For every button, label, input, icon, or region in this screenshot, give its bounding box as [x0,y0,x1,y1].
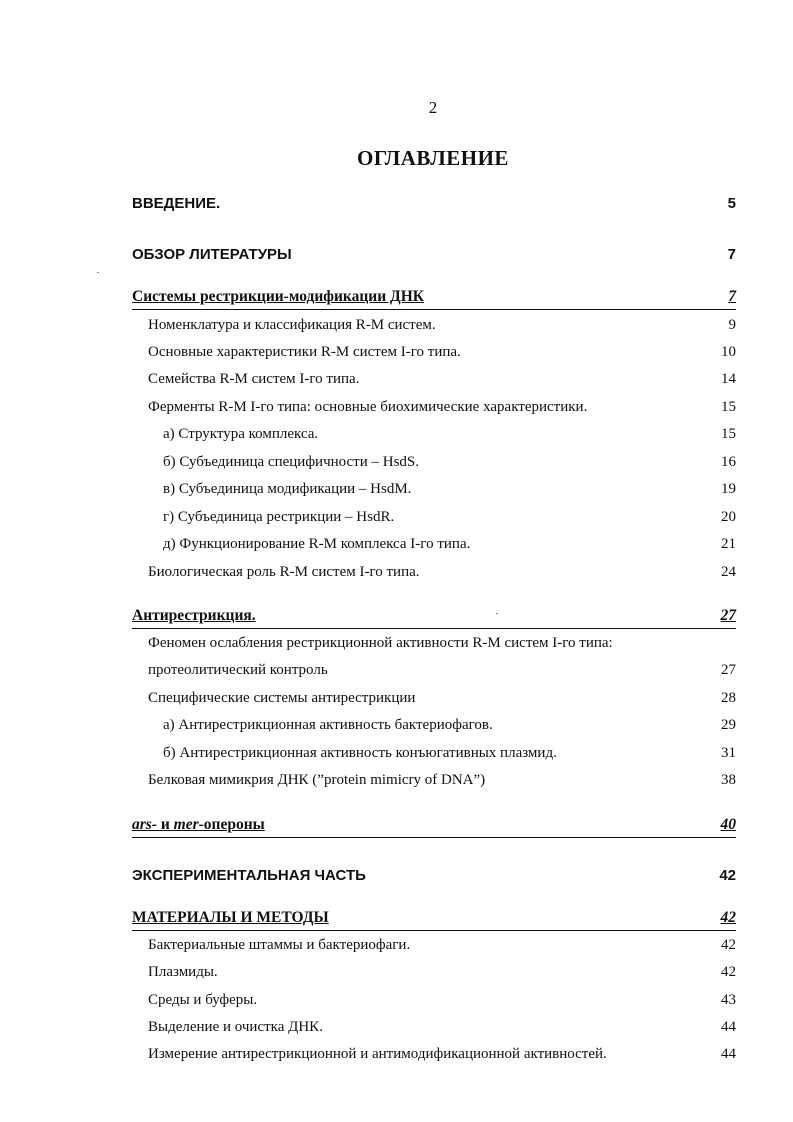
scan-speck [496,613,498,614]
toc-label: Системы рестрикции-модификации ДНК [132,288,424,305]
toc-item[interactable] [0,344,793,370]
toc-label: б) Антирестрикционная активность конъюгативных плазмид. [163,745,557,761]
toc-page: 5 [727,195,736,212]
toc-page: 19 [721,481,736,497]
toc-label: ЭКСПЕРИМЕНТАЛЬНАЯ ЧАСТЬ [132,867,366,884]
toc-label: Специфические системы антирестрикции [148,690,416,706]
toc-item[interactable] [0,964,793,990]
toc-item[interactable] [0,481,793,507]
section-underline [132,837,736,838]
toc-item[interactable] [0,1019,793,1045]
toc-chapter-experimental[interactable] [0,867,793,893]
toc-page: 40 [720,816,736,833]
toc-label: МАТЕРИАЛЫ И МЕТОДЫ [132,909,329,926]
toc-page: 27 [720,607,736,624]
toc-page: 10 [721,344,736,360]
toc-item[interactable] [0,992,793,1018]
toc-section-antirestriction[interactable] [0,607,793,633]
toc-item[interactable] [0,317,793,343]
toc-label: Антирестрикция. [132,607,256,624]
toc-page: 24 [721,564,736,580]
toc-label-ars: ars- [132,816,157,833]
toc-label: Номенклатура и классификация R-M систем. [148,317,436,333]
toc-chapter-literature-review[interactable] [0,246,793,272]
toc-label [132,816,265,834]
toc-section-rm-systems[interactable] [0,288,793,314]
toc-page: 44 [721,1046,736,1062]
toc-page: 44 [721,1019,736,1035]
scan-speck [97,272,99,273]
toc-page: 21 [721,536,736,552]
section-underline [132,628,736,629]
toc-item[interactable] [0,399,793,425]
toc-item[interactable] [0,772,793,798]
toc-page: 7 [727,246,736,263]
toc-label: ВВЕДЕНИЕ. [132,195,221,212]
toc-page: 42 [721,937,736,953]
toc-item[interactable] [0,690,793,716]
toc-label: Измерение антирестрикционной и антимодификационной активностей. [148,1046,607,1062]
toc-section-materials-methods[interactable] [0,909,793,935]
toc-label: а) Структура комплекса. [163,426,319,442]
toc-page: 20 [721,509,736,525]
toc-page: 31 [721,745,736,761]
toc-item[interactable] [0,509,793,535]
toc-page: 16 [721,454,736,470]
toc-item[interactable] [0,635,793,661]
section-underline [132,309,736,310]
toc-label: Плазмиды. [148,964,218,980]
page-title: ОГЛАВЛЕНИЕ [357,146,509,170]
toc-label: протеолитический контроль [148,662,328,678]
toc-label: Ферменты R-M I-го типа: основные биохимические характеристики. [148,399,588,415]
toc-item[interactable] [0,662,793,688]
toc-label: г) Субъединица рестрикции – HsdR. [163,509,395,525]
toc-label: Биологическая роль R-M систем I-го типа. [148,564,420,580]
toc-label: Белковая мимикрия ДНК (”protein mimicry of DNA”) [148,772,486,788]
toc-page: 38 [721,772,736,788]
toc-label: Феномен ослабления рестрикционной активности R-M систем I-го типа: [148,635,613,651]
toc-page: 43 [721,992,736,1008]
toc-item[interactable] [0,1046,793,1072]
toc-label: в) Субъединица модификации – HsdM. [163,481,412,497]
toc-label: д) Функционирование R-M комплекса I-го типа. [163,536,471,552]
toc-label-and: и [156,816,174,833]
toc-label-mer: mer [173,816,199,833]
toc-page: 15 [721,426,736,442]
toc-label: а) Антирестрикционная активность бактериофагов. [163,717,493,733]
toc-item[interactable] [0,564,793,590]
toc-page: 29 [721,717,736,733]
page-number: 2 [428,98,438,117]
toc-item[interactable] [0,426,793,452]
toc-page: 42 [719,867,736,884]
toc-page: 27 [721,662,736,678]
toc-item[interactable] [0,745,793,771]
toc-page: 42 [720,909,736,926]
section-underline [132,930,736,931]
toc-item[interactable] [0,717,793,743]
toc-label: ОБЗОР ЛИТЕРАТУРЫ [132,246,292,263]
toc-page: 14 [721,371,736,387]
toc-page: 7 [728,288,736,305]
toc-page: 42 [721,964,736,980]
toc-page: 28 [721,690,736,706]
toc-label: Бактериальные штаммы и бактериофаги. [148,937,411,953]
toc-item[interactable] [0,937,793,963]
toc-label: Выделение и очистка ДНК. [148,1019,323,1035]
toc-page: 9 [728,317,736,333]
toc-page: 15 [721,399,736,415]
toc-item[interactable] [0,371,793,397]
toc-label: б) Субъединица специфичности – HsdS. [163,454,420,470]
toc-label: Семейства R-M систем I-го типа. [148,371,360,387]
toc-label: Основные характеристики R-M систем I-го типа. [148,344,461,360]
toc-item[interactable] [0,536,793,562]
toc-label-operons: -опероны [198,816,265,833]
toc-item[interactable] [0,454,793,480]
toc-chapter-introduction[interactable] [0,195,793,221]
toc-section-ars-mer-operons[interactable] [0,816,793,842]
toc-label: Среды и буферы. [148,992,258,1008]
